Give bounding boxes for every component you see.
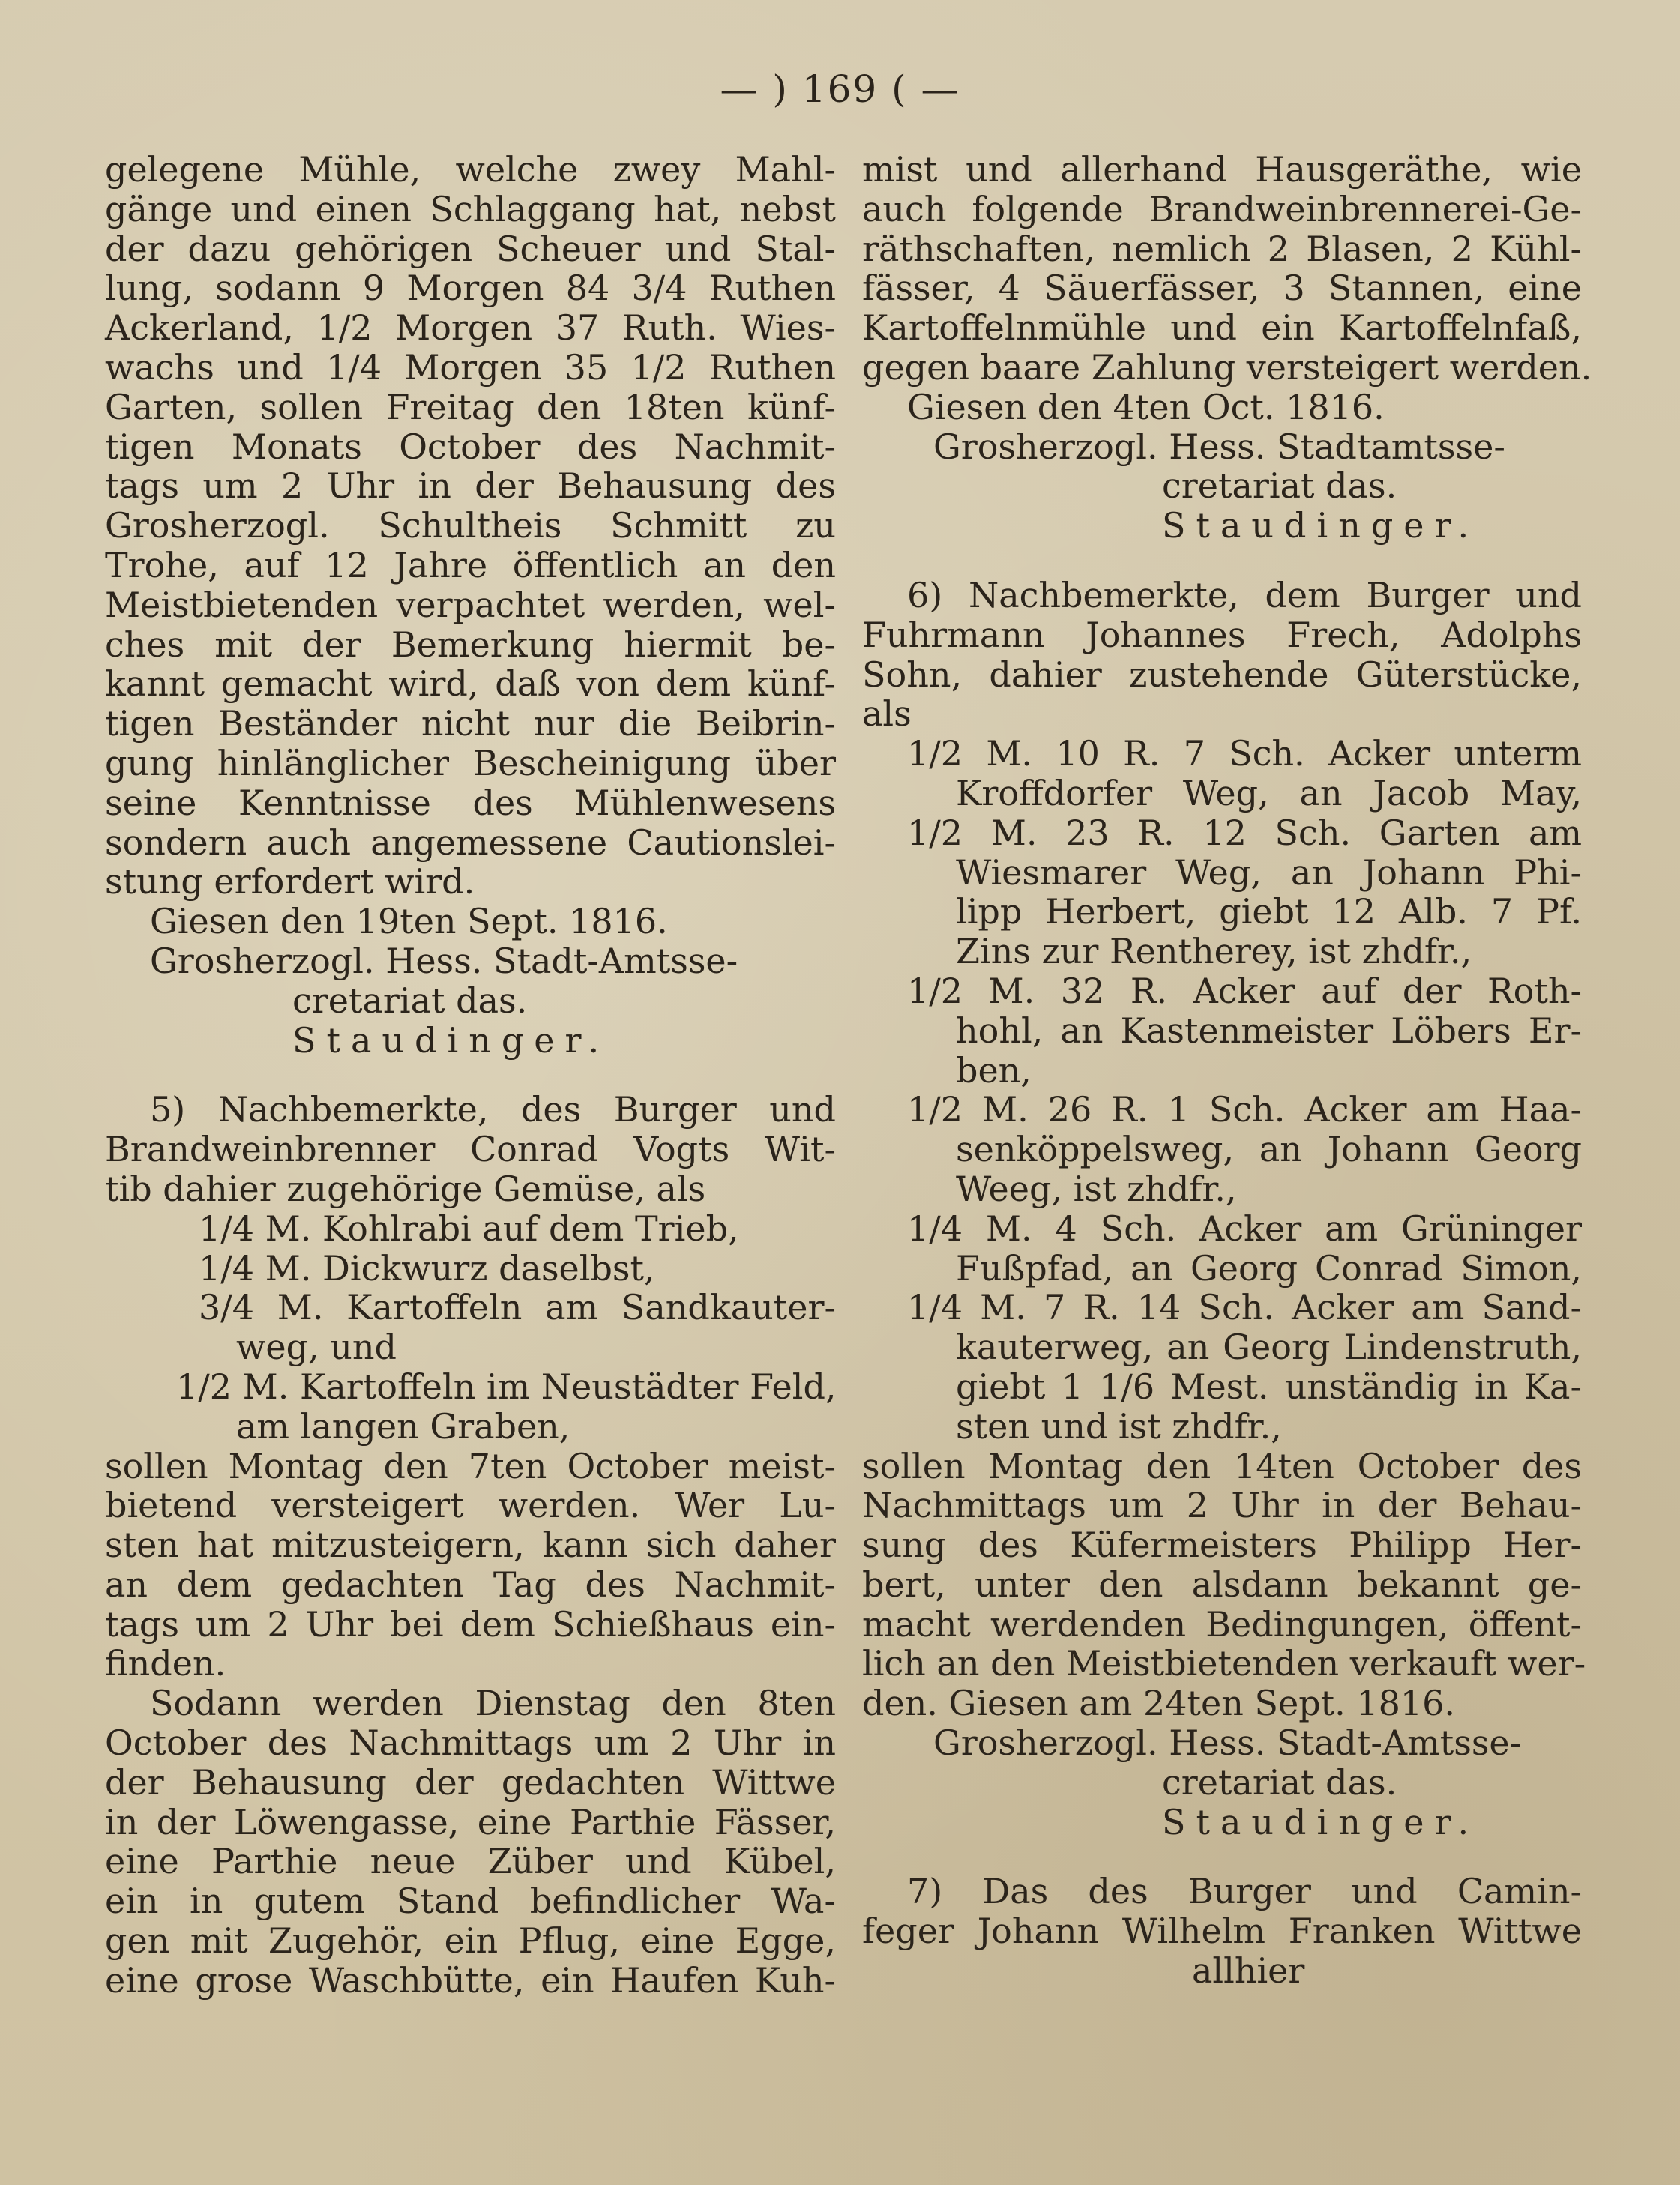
- text-line: bert, unter den alsdann bekannt ge-: [862, 1564, 1582, 1605]
- list-item: hohl, an Kastenmeister Löbers Er-: [956, 1010, 1582, 1051]
- list-item: ben,: [956, 1049, 1032, 1091]
- text-line: ches mit der Bemerkung hiermit be-: [105, 624, 836, 665]
- list-item: kauterweg, an Georg Lindenstruth,: [956, 1327, 1582, 1368]
- left-column: [105, 150, 836, 2001]
- text-line: sondern auch angemessene Cautionslei-: [105, 822, 836, 863]
- text-line: sollen Montag den 14ten October des: [862, 1445, 1582, 1486]
- list-item: 1/4 M. Dickwurz daselbst,: [199, 1247, 655, 1289]
- list-item: 3/4 M. Kartoffeln am Sandkauter-: [199, 1287, 836, 1328]
- text-line: auch folgende Brandweinbrennerei-Ge-: [862, 188, 1582, 229]
- dateline: Giesen den 4ten Oct. 1816.: [907, 386, 1385, 427]
- right-column: [862, 149, 1592, 1992]
- text-line: tib dahier zugehörige Gemüse, als: [105, 1168, 706, 1209]
- text-line: Sohn, dahier zustehende Güterstücke,: [862, 654, 1582, 695]
- text-line: feger Johann Wilhelm Franken Wittwe: [862, 1911, 1582, 1952]
- text-line: der dazu gehörigen Scheuer und Stal-: [105, 228, 836, 269]
- signature-office: cretariat das.: [292, 980, 528, 1021]
- text-line: tags um 2 Uhr bei dem Schießhaus ein-: [105, 1603, 836, 1645]
- list-item: 1/2 M. 26 R. 1 Sch. Acker am Haa-: [907, 1089, 1582, 1130]
- list-item: 1/2 M. 10 R. 7 Sch. Acker unterm: [907, 733, 1582, 774]
- text-line: wachs und 1/4 Morgen 35 1/2 Ruthen: [105, 346, 836, 388]
- list-item: 1/2 M. Kartoffeln im Neustädter Feld,: [176, 1366, 837, 1407]
- text-line: räthschaften, nemlich 2 Blasen, 2 Kühl-: [862, 228, 1582, 269]
- list-item: Zins zur Rentherey, ist zhdfr.,: [956, 931, 1472, 972]
- text-line: eine grose Waschbütte, ein Haufen Kuh-: [105, 1959, 836, 2001]
- text-line: 6) Nachbemerkte, dem Burger und: [907, 574, 1582, 615]
- text-line: gung hinlänglicher Bescheinigung über: [105, 742, 836, 783]
- list-item: 1/4 M. 4 Sch. Acker am Grüninger: [907, 1208, 1582, 1249]
- signature-office: Grosherzogl. Hess. Stadtamtsse-: [933, 426, 1505, 467]
- text-line: gänge und einen Schlaggang hat, nebst: [105, 188, 836, 229]
- text-line: fässer, 4 Säuerfässer, 3 Stannen, eine: [862, 268, 1582, 309]
- signature-office: Grosherzogl. Hess. Stadt-Amtsse-: [150, 940, 738, 981]
- list-item: weg, und: [236, 1327, 397, 1368]
- dateline: den. Giesen am 24ten Sept. 1816.: [862, 1683, 1456, 1724]
- list-item: 1/4 M. Kohlrabi auf dem Trieb,: [199, 1208, 739, 1249]
- list-item: lipp Herbert, giebt 12 Alb. 7 Pf.: [956, 891, 1582, 932]
- text-line: gegen baare Zahlung versteigert werden.: [862, 346, 1592, 388]
- dateline: Giesen den 19ten Sept. 1816.: [150, 901, 668, 942]
- signature-name: Staudinger.: [1162, 505, 1480, 546]
- list-item: sten und ist zhdfr.,: [956, 1405, 1282, 1447]
- text-line: Kartoffelnmühle und ein Kartoffelnfaß,: [862, 307, 1582, 349]
- text-line: als: [862, 693, 912, 735]
- list-item: senköppelsweg, an Johann Georg: [956, 1129, 1582, 1170]
- signature-name: Staudinger.: [1162, 1801, 1480, 1842]
- text-line: Brandweinbrenner Conrad Vogts Wit-: [105, 1129, 836, 1170]
- text-line: Grosherzogl. Schultheis Schmitt zu: [105, 505, 836, 546]
- signature-office: cretariat das.: [1162, 1761, 1397, 1803]
- list-item: 1/4 M. 7 R. 14 Sch. Acker am Sand-: [907, 1287, 1582, 1328]
- text-line: eine Parthie neue Züber und Kübel,: [105, 1841, 836, 1882]
- text-line: tigen Beständer nicht nur die Beibrin-: [105, 703, 836, 744]
- text-line: sollen Montag den 7ten October meist-: [105, 1445, 836, 1486]
- text-line: Trohe, auf 12 Jahre öffentlich an den: [105, 544, 836, 585]
- list-item: Kroffdorfer Weg, an Jacob May,: [956, 772, 1582, 813]
- signature-office: Grosherzogl. Hess. Stadt-Amtsse-: [933, 1723, 1522, 1764]
- text-line: tigen Monats October des Nachmit-: [105, 426, 836, 467]
- text-line: Garten, sollen Freitag den 18ten künf-: [105, 386, 836, 427]
- list-item: 1/2 M. 32 R. Acker auf der Roth-: [907, 970, 1582, 1011]
- page-number: — ) 169 ( —: [720, 67, 960, 111]
- text-line: sung des Küfermeisters Philipp Her-: [862, 1525, 1582, 1566]
- text-line: Nachmittags um 2 Uhr in der Behau-: [862, 1485, 1582, 1526]
- text-line: gelegene Mühle, welche zwey Mahl-: [105, 149, 836, 190]
- signature-name: Staudinger.: [292, 1019, 610, 1061]
- text-line: Sodann werden Dienstag den 8ten: [150, 1683, 836, 1724]
- text-line: gen mit Zugehör, ein Pflug, eine Egge,: [105, 1920, 836, 1962]
- text-line: Fuhrmann Johannes Frech, Adolphs: [862, 614, 1582, 655]
- text-line: Meistbietenden verpachtet werden, wel-: [105, 584, 836, 625]
- text-line: seine Kenntnisse des Mühlenwesens: [105, 782, 836, 823]
- text-line: lung, sodann 9 Morgen 84 3/4 Ruthen: [105, 268, 836, 309]
- text-line: der Behausung der gedachten Wittwe: [105, 1761, 836, 1803]
- text-line: bietend versteigert werden. Wer Lu-: [105, 1485, 836, 1526]
- text-line: stung erfordert wird.: [105, 861, 475, 902]
- list-item: giebt 1 1/6 Mest. unständig in Ka-: [956, 1366, 1582, 1407]
- text-line: 5) Nachbemerkte, des Burger und: [150, 1089, 836, 1130]
- list-item: Wiesmarer Weg, an Johann Phi-: [956, 852, 1582, 893]
- text-line: in der Löwengasse, eine Parthie Fässer,: [105, 1801, 836, 1842]
- text-line: ein in gutem Stand befindlicher Wa-: [105, 1881, 836, 1922]
- catchword: allhier: [1192, 1950, 1305, 1992]
- text-line: lich an den Meistbietenden verkauft wer-: [862, 1643, 1586, 1684]
- list-item: am langen Graben,: [236, 1405, 570, 1447]
- list-item: 1/2 M. 23 R. 12 Sch. Garten am: [907, 812, 1582, 853]
- list-item: Weeg, ist zhdfr.,: [956, 1168, 1237, 1209]
- text-line: kannt gemacht wird, daß von dem künf-: [105, 663, 836, 705]
- text-line: 7) Das des Burger und Camin-: [907, 1871, 1582, 1912]
- text-line: an dem gedachten Tag des Nachmit-: [105, 1564, 836, 1605]
- text-line: mist und allerhand Hausgeräthe, wie: [862, 149, 1582, 190]
- text-line: macht werdenden Bedingungen, öffent-: [862, 1603, 1582, 1645]
- text-line: October des Nachmittags um 2 Uhr in: [105, 1723, 836, 1764]
- signature-office: cretariat das.: [1162, 465, 1397, 507]
- text-line: sten hat mitzusteigern, kann sich daher: [105, 1525, 836, 1566]
- list-item: Fußpfad, an Georg Conrad Simon,: [956, 1247, 1582, 1289]
- text-line: tags um 2 Uhr in der Behausung des: [105, 465, 836, 507]
- text-line: Ackerland, 1/2 Morgen 37 Ruth. Wies-: [105, 307, 836, 349]
- text-line: finden.: [105, 1643, 226, 1684]
